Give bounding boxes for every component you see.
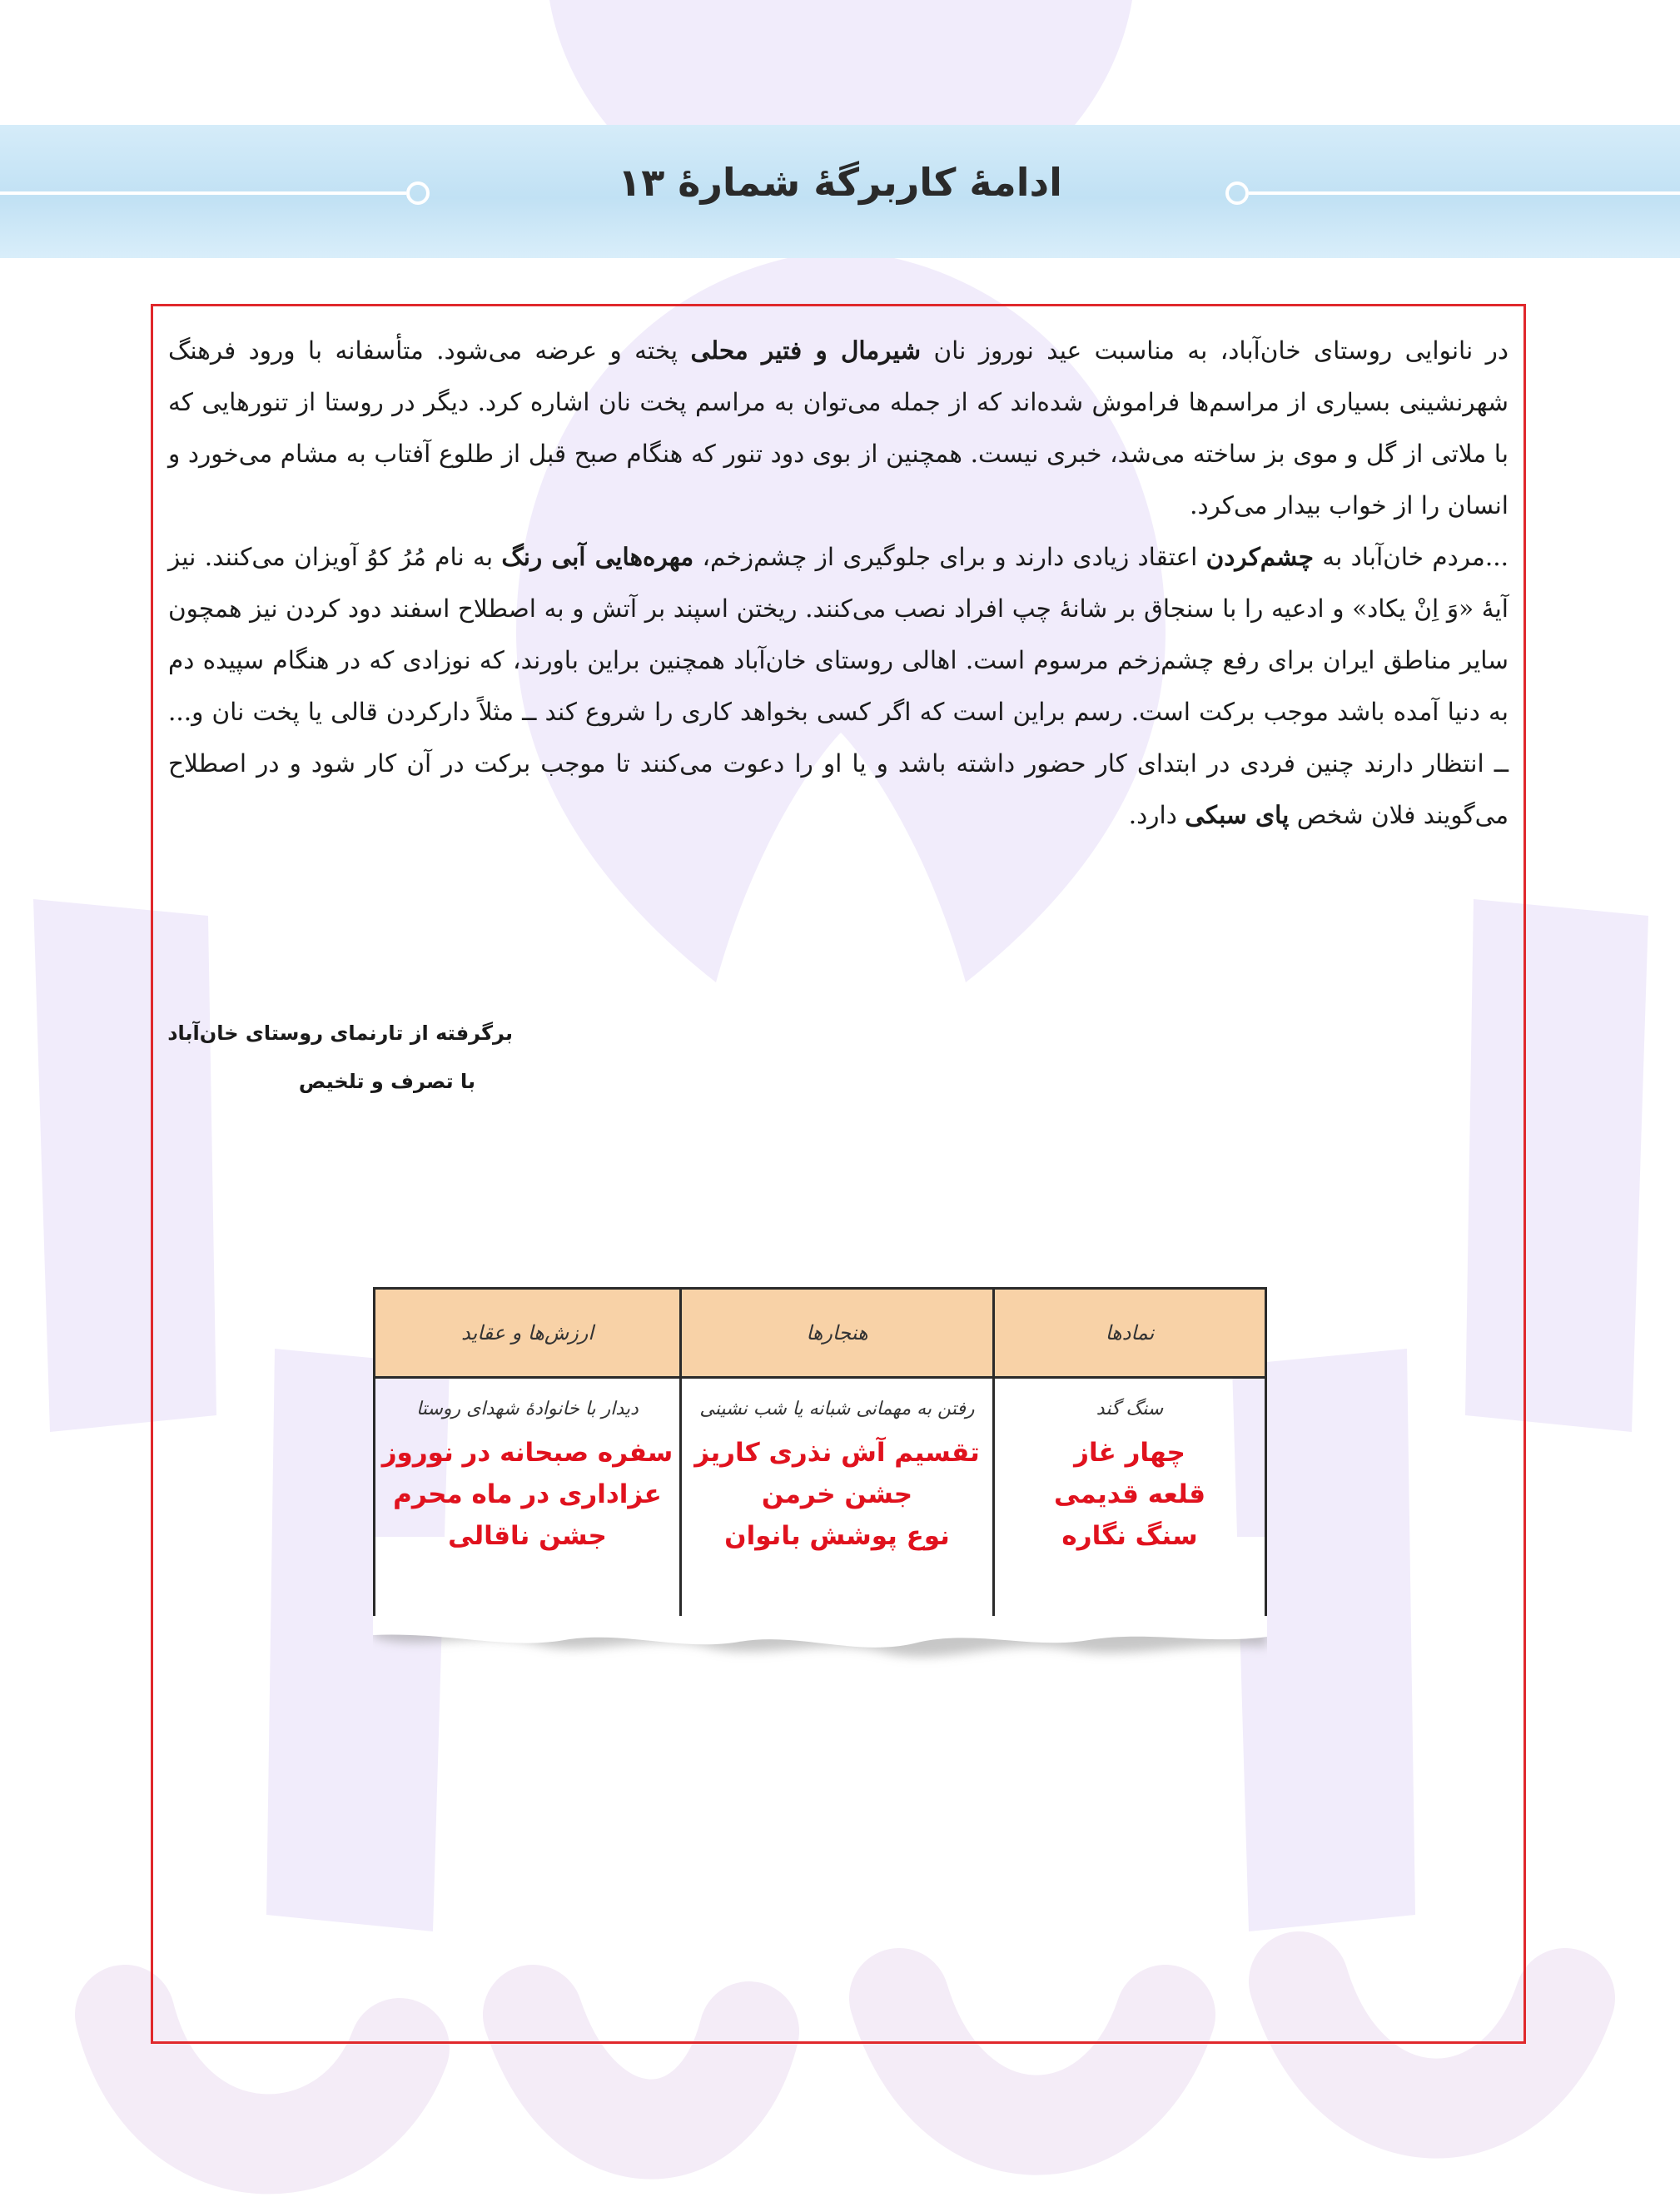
bold-term: پای سبکی [1185,800,1290,829]
bold-term: شیرمال و فتیر محلی [690,336,922,365]
bold-term: مهره‌هایی آبی رنگ [501,542,694,571]
article-body [168,325,1509,841]
answer-list [375,1432,679,1557]
answer-item: سفره صبحانه در نوروز [381,1438,673,1468]
table-column-symbols [992,1287,1267,1616]
text-run: در نانوایی روستای خان‌آباد، به مناسبت عید نوروز نان [921,336,1509,365]
text-run: اعتقاد زیادی دارند و برای جلوگیری از چشم‌زخم، [693,543,1206,571]
article-paragraph-2 [168,531,1509,841]
table-header-symbols: نمادها [995,1287,1265,1379]
source-citation [163,1009,513,1106]
handwritten-example: سنگ گند [1096,1399,1164,1419]
handwritten-example: دیدار با خانوادهٔ شهدای روستا [416,1399,639,1419]
table-header-values: ارزش‌ها و عقاید [375,1287,679,1379]
answer-item: قلعه قدیمی [1053,1479,1206,1509]
answer-item: عزاداری در ماه محرم [393,1479,662,1509]
culture-table-container [373,1287,1267,1670]
culture-table [373,1287,1267,1616]
title-banner [0,125,1680,258]
answer-item: سنگ نگاره [1061,1521,1198,1551]
text-run: پخته و عرضه می‌شود. متأسفانه با ورود فرهنگ شهرنشینی بسیاری از مراسم‌ها فراموش شده‌اند که از جمله می‌توان به مراسم پخت نان اشاره کرد. دیگر در روستا از تنورهایی که با ملاتی از گل و موی بز ساخته می‌شد، خبری نیست. همچنین از بوی دود تنور که هنگام صبح قبل از طلوع آفتاب به مشام می‌خورد و انسان را از خواب بیدار می‌کرد. [168,336,1509,519]
source-line-1: برگرفته از تارنمای روستای خان‌آباد [167,1021,513,1045]
handwritten-example: رفتن به مهمانی شبانه یا شب نشینی [699,1399,975,1419]
answer-list [682,1432,992,1557]
table-header-norms: هنجارها [682,1287,992,1379]
answer-item: جشن خرمن [761,1479,913,1509]
article-paragraph-1 [168,325,1509,531]
table-column-values [373,1287,679,1616]
answer-list [995,1432,1265,1557]
answer-item: چهار غاز [1074,1438,1185,1468]
text-run: دارد. [1128,801,1185,829]
table-column-norms [679,1287,992,1616]
page-title: ادامهٔ کاربرگهٔ شمارهٔ ۱۳ [618,160,1062,205]
bold-term: چشم‌کردن [1205,542,1314,571]
text-run: به نام مُرُ کوُ آویزان می‌کنند. نیز آیهٔ «وَ اِنْ یکاد» و ادعیه را با سنجاق بر شانهٔ چپ افراد نصب می‌کنند. ریختن اسپند بر آتش و به اصطلاح اسفند دود کردن نیز همچون سایر مناطق ایران برای رفع چشم‌زخم مرسوم است. اهالی روستای خان‌آباد همچنین براین باورند، که نوزادی که در هنگام سپیده دم به دنیا آمده باشد موجب برکت است. رسم براین است که اگر کسی بخواهد کاری را شروع کند ــ مثلاً دارکردن قالی یا پخت نان و... ــ انتظار دارند چنین فردی در ابتدای کار حضور داشته باشد و یا او را دعوت می‌کنند تا موجب برکت در آن کار شود و در اصطلاح می‌گویند فلان شخص [168,543,1509,829]
text-run: ...مردم خان‌آباد به [1313,543,1509,571]
answer-item: تقسیم آش نذری کاریز [694,1438,980,1468]
answer-item: نوع پوشش بانوان [724,1521,950,1551]
source-line-2: با تصرف و تلخیص [298,1070,475,1093]
answer-item: جشن ناقالی [448,1521,607,1551]
